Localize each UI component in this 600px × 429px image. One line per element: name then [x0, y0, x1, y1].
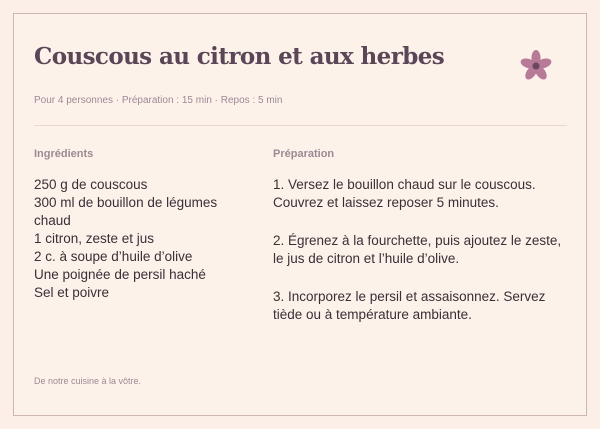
preparation-steps — [273, 176, 573, 344]
ingredient-item: 2 c. à soupe d’huile d’olive — [34, 249, 193, 264]
recipe-meta: Pour 4 personnes · Préparation : 15 min · Repos : 5 min — [34, 95, 283, 106]
preparation-step: 2. Égrenez à la fourchette, puis ajoutez le zeste, le jus de citron et l’huile d’olive. — [273, 233, 562, 266]
recipe-title: Couscous au citron et aux herbes — [34, 43, 445, 70]
card-footer: De notre cuisine à la vôtre. — [34, 376, 142, 386]
ingredient-item: Sel et poivre — [34, 285, 110, 300]
divider — [34, 125, 567, 126]
preparation-step: 1. Versez le bouillon chaud sur le couscous. Couvrez et laissez reposer 5 minutes. — [273, 177, 536, 210]
flower-icon — [519, 50, 553, 82]
ingredient-item: 1 citron, zeste et jus — [34, 231, 155, 246]
ingredients-list — [34, 176, 249, 302]
preparation-heading: Préparation — [273, 148, 335, 160]
recipe-card — [13, 13, 587, 416]
ingredients-heading: Ingrédients — [34, 148, 94, 160]
ingredient-item: Une poignée de persil haché — [34, 267, 206, 282]
ingredient-item: 300 ml de bouillon de légumes chaud — [34, 195, 218, 228]
ingredient-item: 250 g de couscous — [34, 177, 148, 192]
preparation-step: 3. Incorporez le persil et assaisonnez. Servez tiède ou à température ambiante. — [273, 289, 546, 322]
